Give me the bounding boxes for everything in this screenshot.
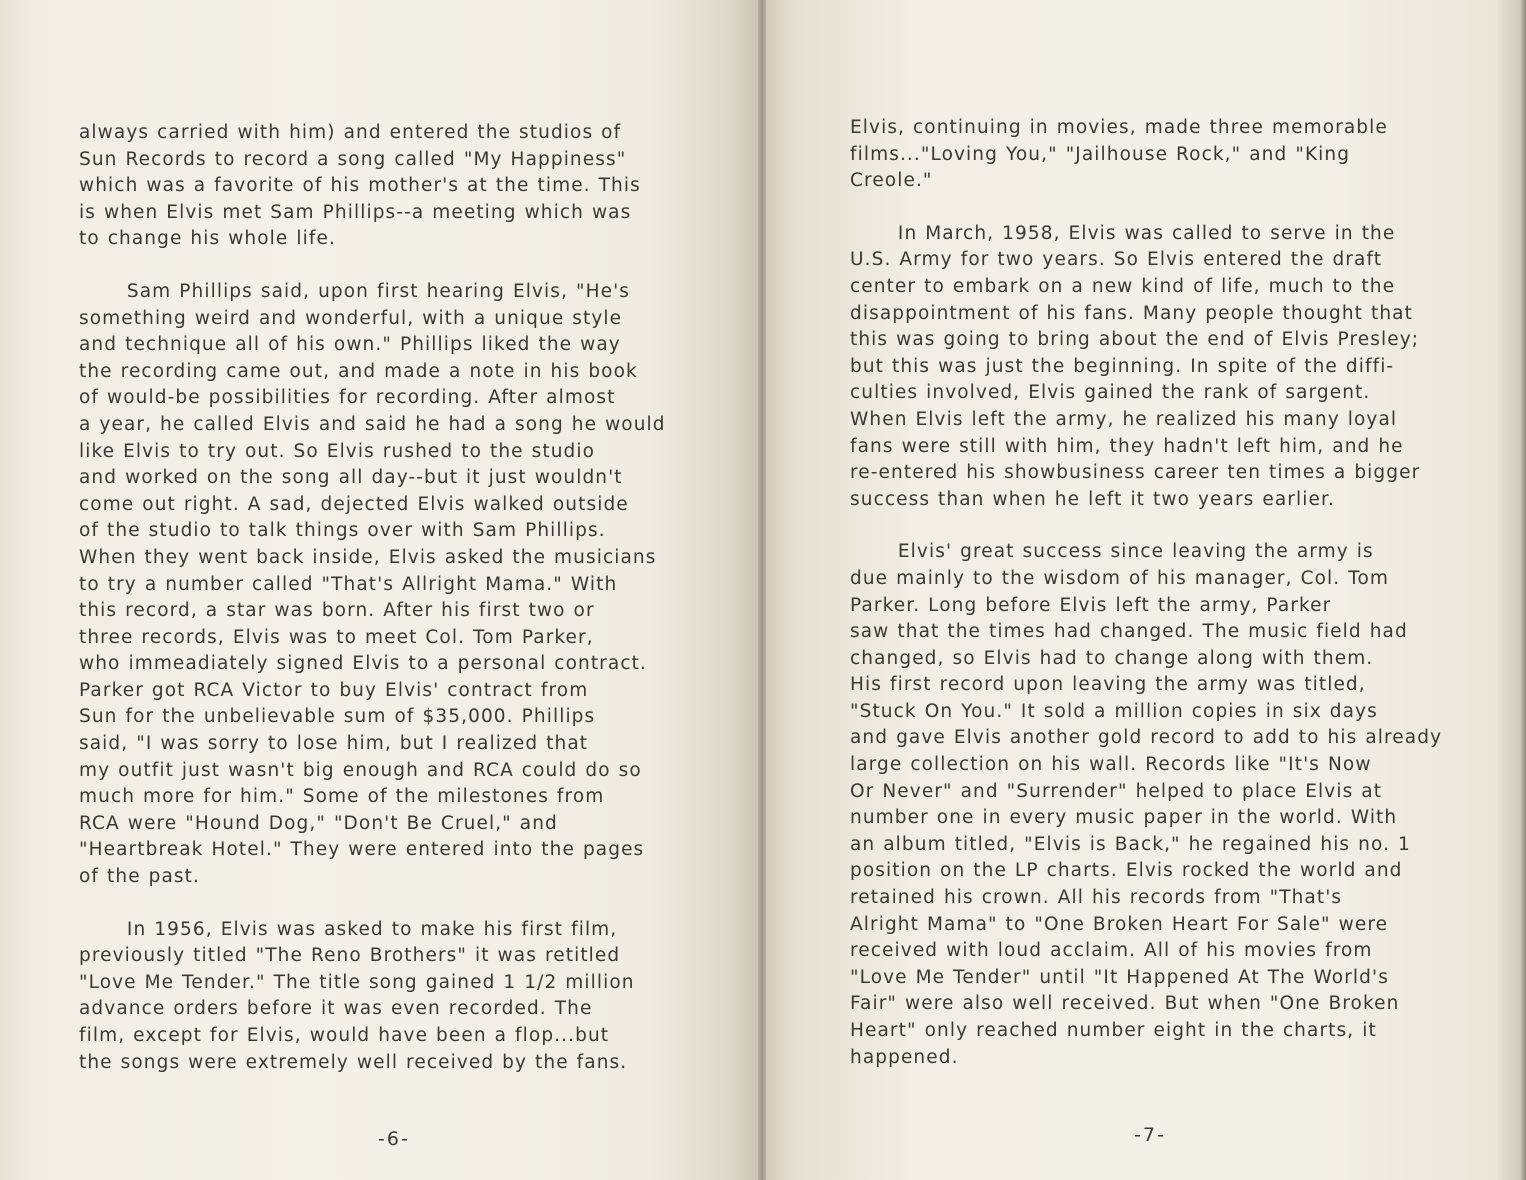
text-line: much more for him." Some of the milestones from [79,786,605,808]
text-line: disappointment of his fans. Many people thought that [850,302,1413,324]
book-gutter [758,0,766,1180]
text-line: this was going to bring about the end of Elvis Presley; [850,329,1420,351]
text-line: to try a number called "That's Allright Mama." With [79,573,618,595]
text-line: success than when he left it two years earlier. [850,488,1335,510]
text-line: advance orders before it was even recorded. The [79,998,593,1020]
text-line: always carried with him) and entered the studios of [79,122,622,143]
paragraph [850,115,1515,195]
paragraph [850,221,1515,514]
text-line: films..."Loving You," "Jailhouse Rock," and "King [850,143,1351,165]
text-line: Heart" only reached number eight in the charts, it [850,1020,1377,1041]
text-line: Sun Records to record a song called "My Happiness" [79,148,627,170]
text-line: received with loud acclaim. All of his movies from [850,940,1373,962]
text-line: Parker got RCA Victor to buy Elvis' contract from [79,679,589,701]
text-line: my outfit just wasn't big enough and RCA could do so [79,759,642,781]
text-line: Elvis, continuing in movies, made three memorable [850,117,1388,138]
page-number: -6- [378,1128,410,1150]
text-line: re-entered his showbusiness career ten times a bigger [850,462,1421,484]
paragraph [79,917,734,1077]
text-line: saw that the times had changed. The music field had [850,621,1408,643]
text-line: of the studio to talk things over with Sam Phillips. [79,520,606,542]
text-line: fans were still with him, they hadn't left him, and he [850,435,1404,457]
page-number: -7- [1134,1124,1166,1146]
text-line: "Heartbreak Hotel." They were entered into the pages [79,839,645,861]
paragraph [79,279,734,891]
text-line: but this was just the beginning. In spite of the diffi- [850,355,1395,377]
text-line: Or Never" and "Surrender" helped to place Elvis at [850,780,1383,802]
paragraph [79,120,734,253]
text-line: changed, so Elvis had to change along with them. [850,647,1374,669]
text-line: to change his whole life. [79,228,336,250]
text-line: who immeadiately signed Elvis to a personal contract. [79,653,647,675]
text-line: the songs were extremely well received by the fans. [79,1051,628,1073]
text-line: three records, Elvis was to meet Col. Tom Parker, [79,626,594,648]
text-line: happened. [850,1046,959,1068]
text-line: RCA were "Hound Dog," "Don't Be Cruel," and [79,812,558,834]
text-line: like Elvis to try out. So Elvis rushed to the studio [79,440,596,462]
text-line: In March, 1958, Elvis was called to serve in the [850,222,1396,244]
text-line: Sam Phillips said, upon first hearing Elvis, "He's [79,280,630,302]
text-line: In 1956, Elvis was asked to make his first film, [79,918,618,940]
text-line: come out right. A sad, dejected Elvis walked outside [79,493,629,515]
left-page-text [79,120,734,1102]
text-line: retained his crown. All his records from "That's [850,887,1343,909]
text-line: Elvis' great success since leaving the army is [850,541,1374,563]
text-line: large collection on his wall. Records like "It's Now [850,754,1372,776]
right-page-text [850,115,1515,1097]
text-line: center to embark on a new kind of life, much to the [850,275,1396,297]
text-line: "Love Me Tender." The title song gained 1 1/2 million [79,971,635,993]
text-line: said, "I was sorry to lose him, but I realized that [79,733,589,755]
text-line: Creole." [850,170,933,192]
text-line: "Love Me Tender" until "It Happened At The World's [850,966,1389,988]
text-line: When Elvis left the army, he realized his many loyal [850,408,1398,430]
text-line: When they went back inside, Elvis asked the musicians [79,546,657,568]
text-line: something weird and wonderful, with a unique style [79,307,623,329]
text-line: Sun for the unbelievable sum of $35,000. Phillips [79,706,596,728]
text-line: "Stuck On You." It sold a million copies in six days [850,700,1378,722]
text-line: His first record upon leaving the army was titled, [850,674,1366,696]
text-line: an album titled, "Elvis is Back," he regained his no. 1 [850,833,1411,855]
text-line: of the past. [79,866,201,888]
text-line: Fair" were also well received. But when "One Broken [850,993,1400,1015]
text-line: previously titled "The Reno Brothers" it was retitled [79,945,621,967]
text-line: and worked on the song all day--but it just wouldn't [79,467,623,489]
left-page [0,0,762,1180]
text-line: number one in every music paper in the world. With [850,807,1398,829]
text-line: this record, a star was born. After his first two or [79,600,595,622]
text-line: Parker. Long before Elvis left the army, Parker [850,594,1332,616]
text-line: which was a favorite of his mother's at the time. This [79,175,641,197]
text-line: culties involved, Elvis gained the rank of sargent. [850,382,1371,404]
text-line: U.S. Army for two years. So Elvis entered the draft [850,249,1383,271]
text-line: position on the LP charts. Elvis rocked the world and [850,860,1403,882]
text-line: the recording came out, and made a note in his book [79,360,638,382]
text-line: a year, he called Elvis and said he had a song he would [79,413,666,435]
text-line: due mainly to the wisdom of his manager, Col. Tom [850,567,1390,589]
text-line: film, except for Elvis, would have been a flop...but [79,1025,610,1046]
page-edge [1520,0,1526,1180]
paragraph [850,539,1515,1071]
text-line: and gave Elvis another gold record to add to his already [850,727,1443,749]
text-line: and technique all of his own." Phillips liked the way [79,334,621,356]
text-line: is when Elvis met Sam Phillips--a meeting which was [79,201,632,223]
text-line: Alright Mama" to "One Broken Heart For Sale" were [850,913,1389,935]
text-line: of would-be possibilities for recording. After almost [79,387,616,409]
